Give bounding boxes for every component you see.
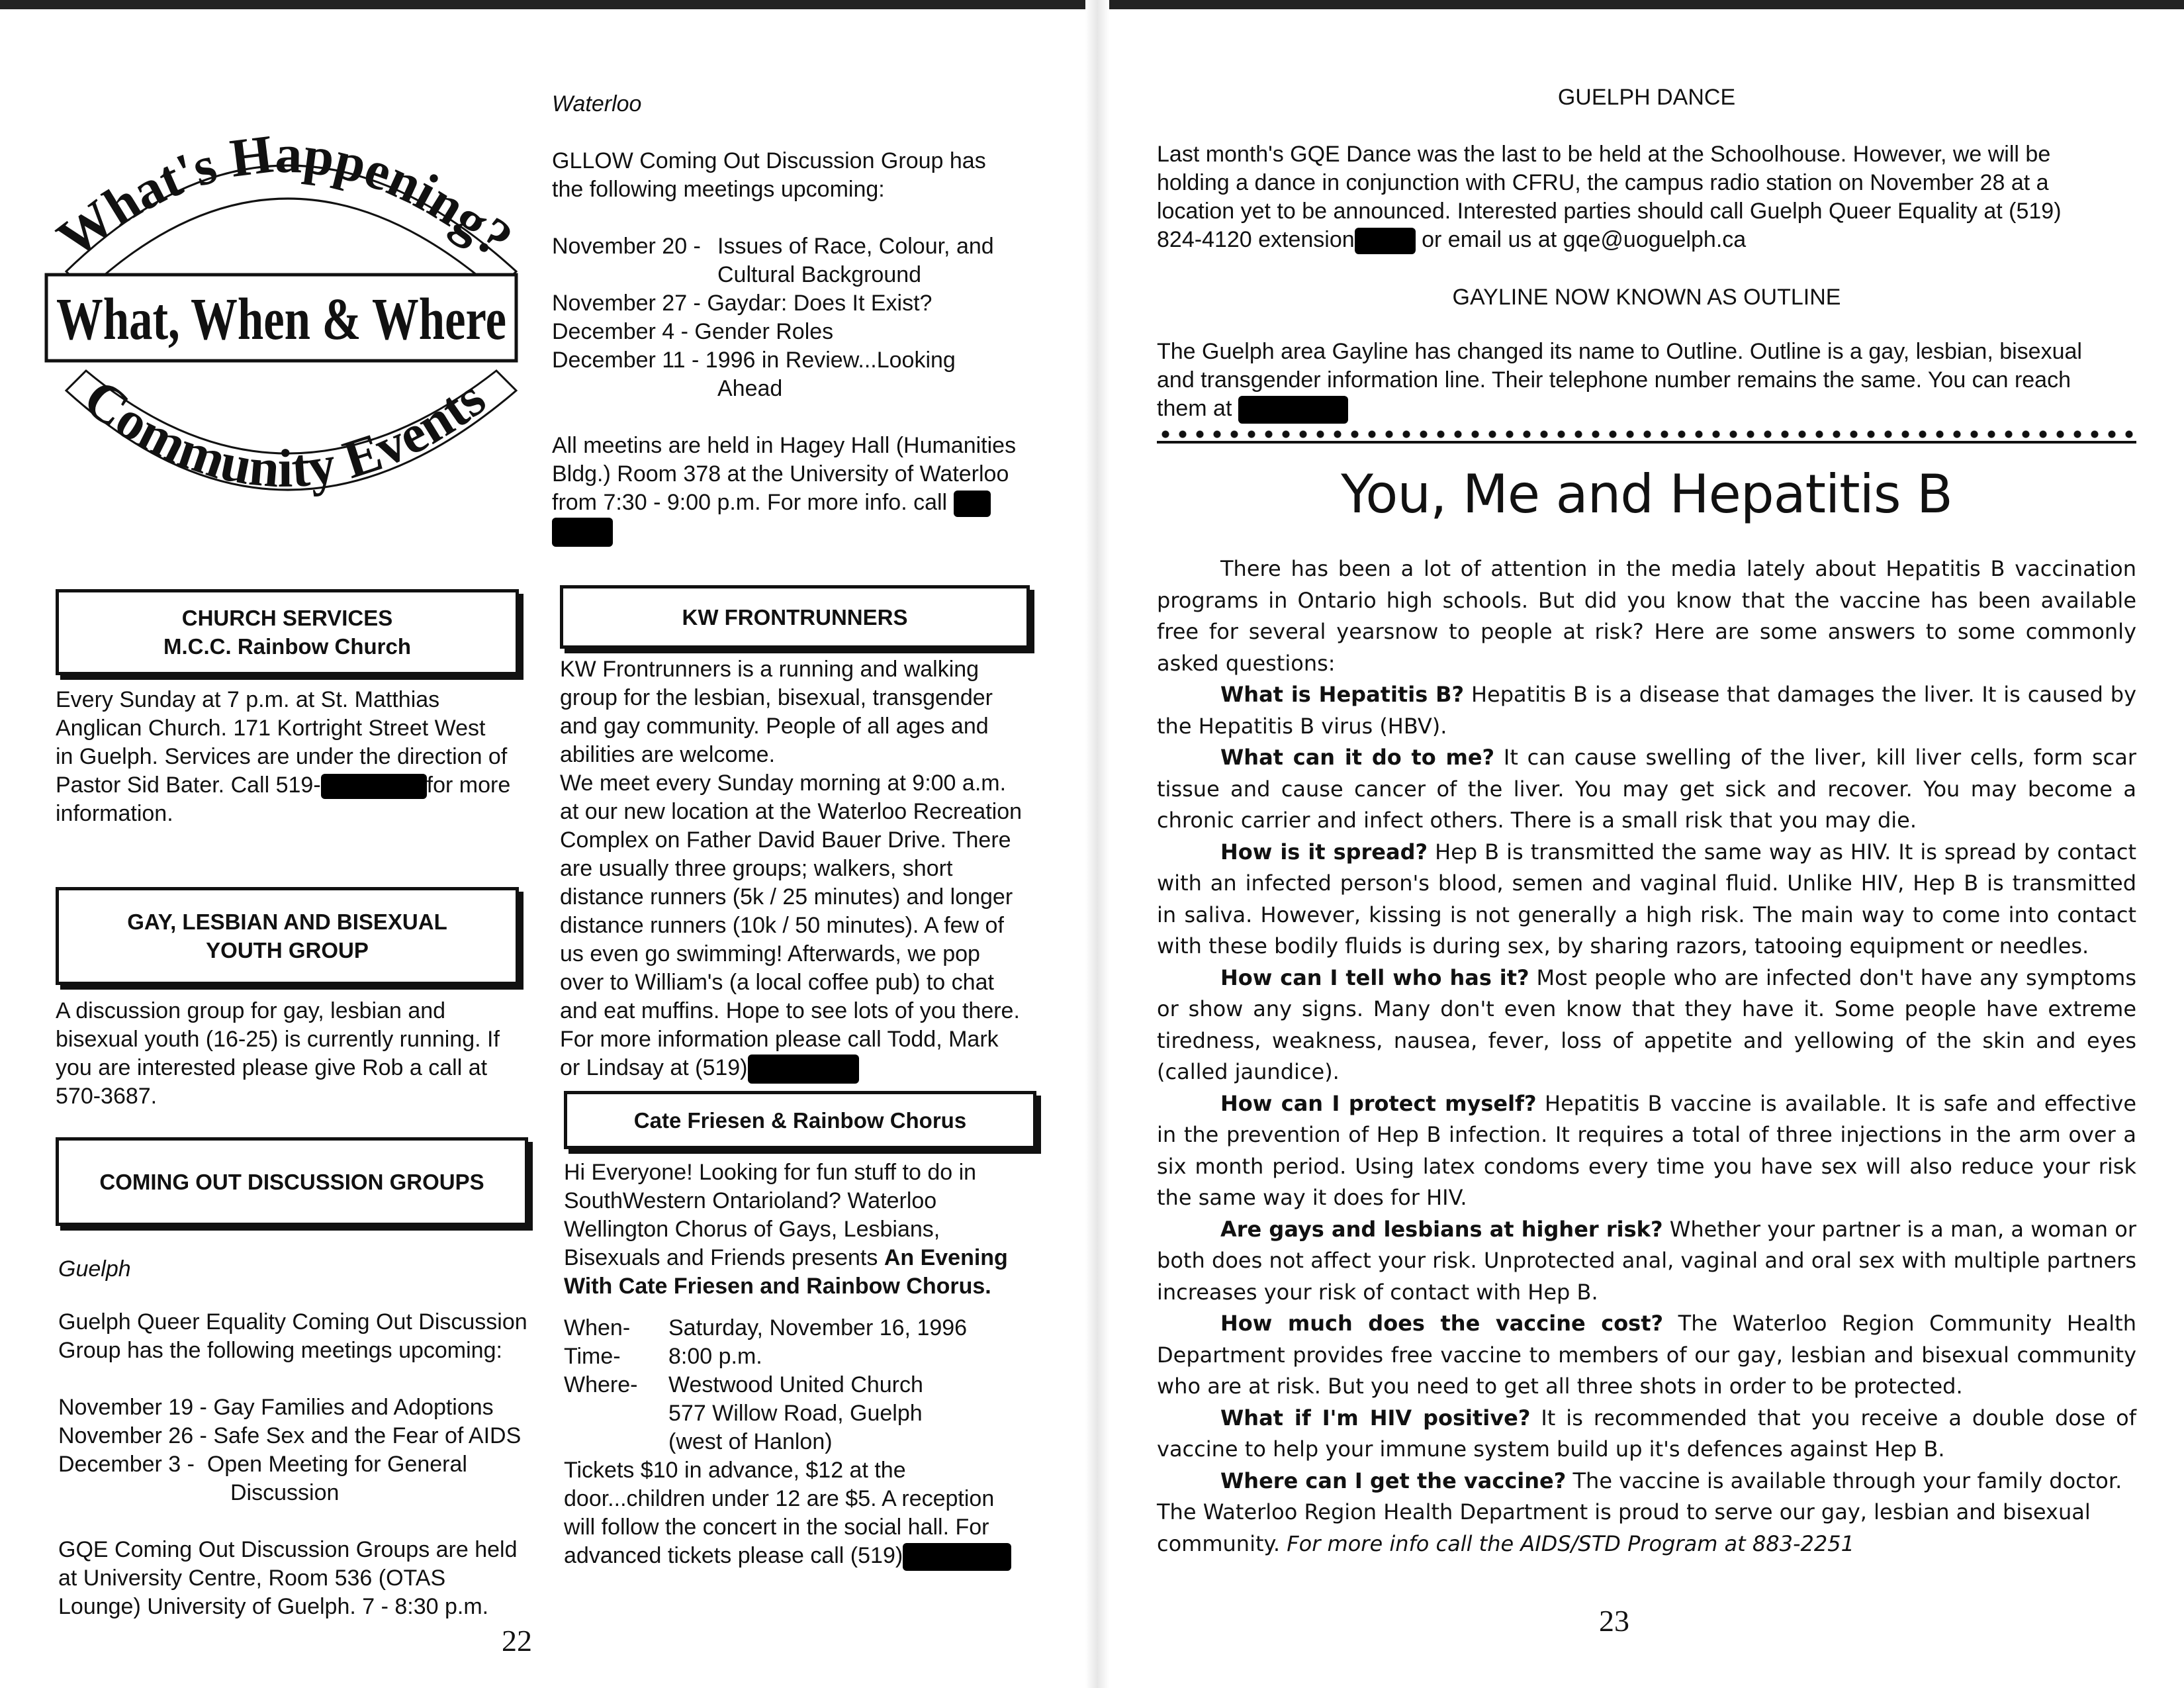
page-gutter <box>1085 0 1109 1688</box>
logo-top-arc-text: What's Happening? <box>46 123 524 269</box>
frontrunners-line: group for the lesbian, bisexual, transgender <box>560 685 993 710</box>
chorus-heading-text: Cate Friesen & Rainbow Chorus <box>633 1107 967 1133</box>
guelph-meetings <box>58 1308 541 1621</box>
dance-contact-line: 824-4120 extension or email us at gqe@uoguelph.ca <box>1157 226 2143 254</box>
guelph-location-line: GQE Coming Out Discussion Groups are held <box>58 1537 518 1562</box>
logo-middle-text: What, When & Where <box>56 287 506 352</box>
dance-line: holding a dance in conjunction with CFRU, the campus radio station on November 28 at a <box>1157 170 2049 195</box>
meeting-row: November 27 - Gaydar: Does It Exist? <box>552 291 933 316</box>
youth-line: 570-3687. <box>56 1084 158 1109</box>
waterloo-call-line: from 7:30 - 9:00 p.m. For more info. call <box>552 489 1042 517</box>
youth-line: bisexual youth (16-25) is currently running. If <box>56 1027 500 1052</box>
frontrunners-line: distance runners (5k / 25 minutes) and longer <box>560 884 1013 910</box>
guelph-location-line: Lounge) University of Guelph. 7 - 8:30 p.m. <box>58 1594 489 1619</box>
meeting-row: December 11 - 1996 in Review...Looking <box>552 348 956 373</box>
kw-frontrunners-heading <box>560 585 1030 649</box>
youth-heading-line2: YOUTH GROUP <box>206 938 369 962</box>
redaction-bar <box>321 774 427 799</box>
gayline-heading: GAYLINE NOW KNOWN AS OUTLINE <box>1452 285 1841 310</box>
frontrunners-line: over to William's (a local coffee pub) to chat <box>560 970 994 995</box>
waterloo-label: Waterloo <box>552 91 642 117</box>
aids-std-program-contact: For more info call the AIDS/STD Program at 883-2251 <box>1287 1530 1854 1556</box>
logo-bottom-arc-text: Community Events <box>73 367 496 499</box>
guelph-intro-line: Group has the following meetings upcoming: <box>58 1338 502 1363</box>
dance-line: Last month's GQE Dance was the last to be held at the Schoolhouse. However, we will be <box>1157 142 2051 167</box>
meeting-row: November 26 - Safe Sex and the Fear of AIDS <box>58 1423 522 1448</box>
chorus-ticket-call-line: advanced tickets please call (519) <box>564 1542 1040 1571</box>
coming-out-heading-text: COMING OUT DISCUSSION GROUPS <box>99 1169 484 1194</box>
dance-line: location yet to be announced. Interested parties should call Guelph Queer Equality at (519) <box>1157 199 2062 224</box>
church-line: Anglican Church. 171 Kortright Street West <box>56 716 486 741</box>
church-line: Every Sunday at 7 p.m. at St. Matthias <box>56 687 440 712</box>
church-line: information. <box>56 801 173 826</box>
chorus-body <box>564 1158 1040 1571</box>
chorus-line: Bisexuals and Friends presents An Evening <box>564 1245 1008 1270</box>
church-call-line: Pastor Sid Bater. Call 519- for more <box>56 771 539 800</box>
frontrunners-line: We meet every Sunday morning at 9:00 a.m. <box>560 771 1007 796</box>
redaction-bar <box>903 1543 1011 1571</box>
meeting-row: December 4 - Gender Roles <box>552 319 834 344</box>
guelph-dance-heading: GUELPH DANCE <box>1557 85 1736 110</box>
frontrunners-line: us even go swimming! Afterwards, we pop <box>560 941 980 966</box>
qa-paragraph: How can I protect myself? Hepatitis B vaccine is available. It is safe and effective in the prevention of Hep B infection. It requires a total of three injections in the arm over a six month period. Using latex condoms every time you have sex will also reduce your risk the same way it does for HIV. <box>1157 1090 2137 1210</box>
hepatitis-intro: There has been a lot of attention in the media lately about Hepatitis B vaccination programs in Ontario high schools. But did you know that the vaccine has been available free for several yearsnow to people at risk? Here are some answers to some commonly asked questions: <box>1157 556 2136 676</box>
kw-frontrunners-body <box>560 655 1043 1084</box>
page-number-left: 22 <box>502 1624 532 1658</box>
frontrunners-heading-text: KW FRONTRUNNERS <box>682 604 908 630</box>
chorus-ticket-line: will follow the concert in the social hall. For <box>564 1515 989 1540</box>
frontrunners-line: and eat muffins. Hope to see lots of you there. <box>560 998 1020 1023</box>
guelph-label: Guelph <box>58 1256 131 1282</box>
meeting-row: December 3 - Open Meeting for General <box>58 1452 467 1477</box>
frontrunners-line: KW Frontrunners is a running and walking <box>560 657 979 682</box>
qa-paragraph: What can it do to me? It can cause swelling of the liver, kill liver cells, form scar tissue and cause cancer of the liver. You may get sick and recover. You may become a chronic carrier and infect others. There is a small risk that you may die. <box>1157 745 2136 833</box>
gayline-line: The Guelph area Gayline has changed its name to Outline. Outline is a gay, lesbian, bisexual <box>1157 339 2082 364</box>
qa-paragraph: How can I tell who has it? Most people who are infected don't have any symptoms or show any signs. Many don't even know that they have it. Some people have extreme tiredness, weakness, nausea, fever, loss of appetite and yellowing of the skin and eyes (called jaundice). <box>1157 964 2137 1084</box>
redaction-bar <box>954 491 991 517</box>
gayline-body <box>1157 338 2143 424</box>
frontrunners-call-line: or Lindsay at (519) <box>560 1054 1043 1084</box>
chorus-ticket-line: door...children under 12 are $5. A reception <box>564 1486 995 1511</box>
waterloo-location-line: Bldg.) Room 378 at the University of Waterloo <box>552 461 1009 487</box>
redaction-bar <box>1238 396 1348 424</box>
qa-paragraph: How much does the vaccine cost? The Waterloo Region Community Health Department provides free vaccine to members of our gay, lesbian and bisexual community who are at risk. But you need to get all three shots in order to be protected. <box>1157 1311 2137 1399</box>
qa-paragraph: What is Hepatitis B? Hepatitis B is a disease that damages the liver. It is caused by the Hepatitis B virus (HBV). <box>1157 682 2137 739</box>
chorus-line: Hi Everyone! Looking for fun stuff to do in <box>564 1160 977 1185</box>
chorus-heading <box>564 1091 1036 1149</box>
youth-group-body <box>56 997 539 1111</box>
church-services-body <box>56 686 539 828</box>
spacer <box>564 1301 1040 1314</box>
qa-paragraph: Are gays and lesbians at higher risk? Whether your partner is a man, a woman or both does not affect your risk. Unprotected anal, vaginal and oral sex with multiple partners increases your risk of contact with Hep B. <box>1157 1216 2137 1305</box>
qa-paragraph: How is it spread? Hep B is transmitted the same way as HIV. It is spread by contact with an infected person's blood, semen and vaginal fluid. Unlike HIV, Hep B is transmitted in saliva. However, kissing is not generally a high risk. The main way to come into contact with these bodily fluids is during sex, by sharing razors, tatooing equipment or needles. <box>1157 839 2137 959</box>
redaction-bar <box>552 518 613 547</box>
spacer <box>552 403 1042 432</box>
youth-line: you are interested please give Rob a call at <box>56 1055 488 1080</box>
event-detail-row: Where- Westwood United Church <box>564 1372 923 1397</box>
frontrunners-line: are usually three groups; walkers, short <box>560 856 953 881</box>
spacer <box>552 204 1042 232</box>
meeting-row: Cultural Background <box>717 262 922 287</box>
event-detail-row: When- Saturday, November 16, 1996 <box>564 1315 968 1340</box>
waterloo-location-line: All meetins are held in Hagey Hall (Humanities <box>552 433 1017 458</box>
chorus-ticket-line: Tickets $10 in advance, $12 at the <box>564 1458 906 1483</box>
meeting-row: November 20 - Issues of Race, Colour, and <box>552 234 994 259</box>
frontrunners-line: and gay community. People of all ages and <box>560 714 989 739</box>
church-heading-line2: M.C.C. Rainbow Church <box>163 634 411 659</box>
waterloo-intro-line: GLLOW Coming Out Discussion Group has <box>552 148 986 173</box>
redaction-bar <box>748 1055 859 1084</box>
meeting-row: November 19 - Gay Families and Adoptions <box>58 1395 494 1420</box>
dotted-divider <box>1157 428 2136 444</box>
gayline-line: and transgender information line. Their telephone number remains the same. You can reach <box>1157 367 2071 393</box>
redaction-bar <box>1355 228 1416 254</box>
guelph-location-line: at University Centre, Room 536 (OTAS <box>58 1566 446 1591</box>
church-services-heading <box>56 589 519 675</box>
church-heading-line1: CHURCH SERVICES <box>181 606 393 630</box>
frontrunners-line: distance runners (10k / 50 minutes). A few of <box>560 913 1004 938</box>
chorus-line: SouthWestern Ontarioland? Waterloo <box>564 1188 937 1213</box>
spacer <box>58 1365 541 1393</box>
waterloo-meetings <box>552 147 1042 547</box>
chorus-line: With Cate Friesen and Rainbow Chorus. <box>564 1274 991 1299</box>
meeting-row: Ahead <box>717 376 783 401</box>
whats-happening-logo <box>40 99 529 536</box>
frontrunners-line: at our new location at the Waterloo Recreation <box>560 799 1023 824</box>
church-line: in Guelph. Services are under the direction of <box>56 744 508 769</box>
spacer <box>58 1507 541 1536</box>
youth-line: A discussion group for gay, lesbian and <box>56 998 446 1023</box>
gayline-reach-line: them at <box>1157 395 2143 424</box>
chorus-line: Wellington Chorus of Gays, Lesbians, <box>564 1217 940 1242</box>
event-detail-row: Time- 8:00 p.m. <box>564 1344 762 1369</box>
logo-graphic <box>40 99 529 536</box>
youth-group-heading <box>56 887 519 985</box>
youth-heading-line1: GAY, LESBIAN AND BISEXUAL <box>127 910 447 934</box>
guelph-intro-line: Guelph Queer Equality Coming Out Discussion <box>58 1309 527 1335</box>
frontrunners-line: For more information please call Todd, Mark <box>560 1027 999 1052</box>
qa-paragraph: Where can I get the vaccine? The vaccine is available through your family doctor. The Waterloo Region Health Department is proud to serve our gay, lesbian and bisexual community. For more info call the AIDS/STD Program at 883-2251 <box>1157 1468 2122 1556</box>
event-detail-row: (west of Hanlon) <box>668 1429 833 1454</box>
coming-out-heading <box>56 1137 528 1226</box>
page-number-right: 23 <box>1599 1604 1629 1638</box>
hepatitis-title: You, Me and Hepatitis B <box>1341 463 1952 525</box>
guelph-dance-body <box>1157 140 2143 254</box>
meeting-continuation: Discussion <box>230 1480 340 1505</box>
frontrunners-line: Complex on Father David Bauer Drive. There <box>560 827 1011 853</box>
qa-paragraph: What if I'm HIV positive? It is recommended that you receive a double dose of vaccine to help your immune system build up it's defences against Hep B. <box>1157 1405 2137 1462</box>
frontrunners-line: abilities are welcome. <box>560 742 776 767</box>
waterloo-intro-line: the following meetings upcoming: <box>552 177 885 202</box>
event-detail-row: 577 Willow Road, Guelph <box>668 1401 923 1426</box>
hepatitis-article <box>1157 553 2136 1560</box>
